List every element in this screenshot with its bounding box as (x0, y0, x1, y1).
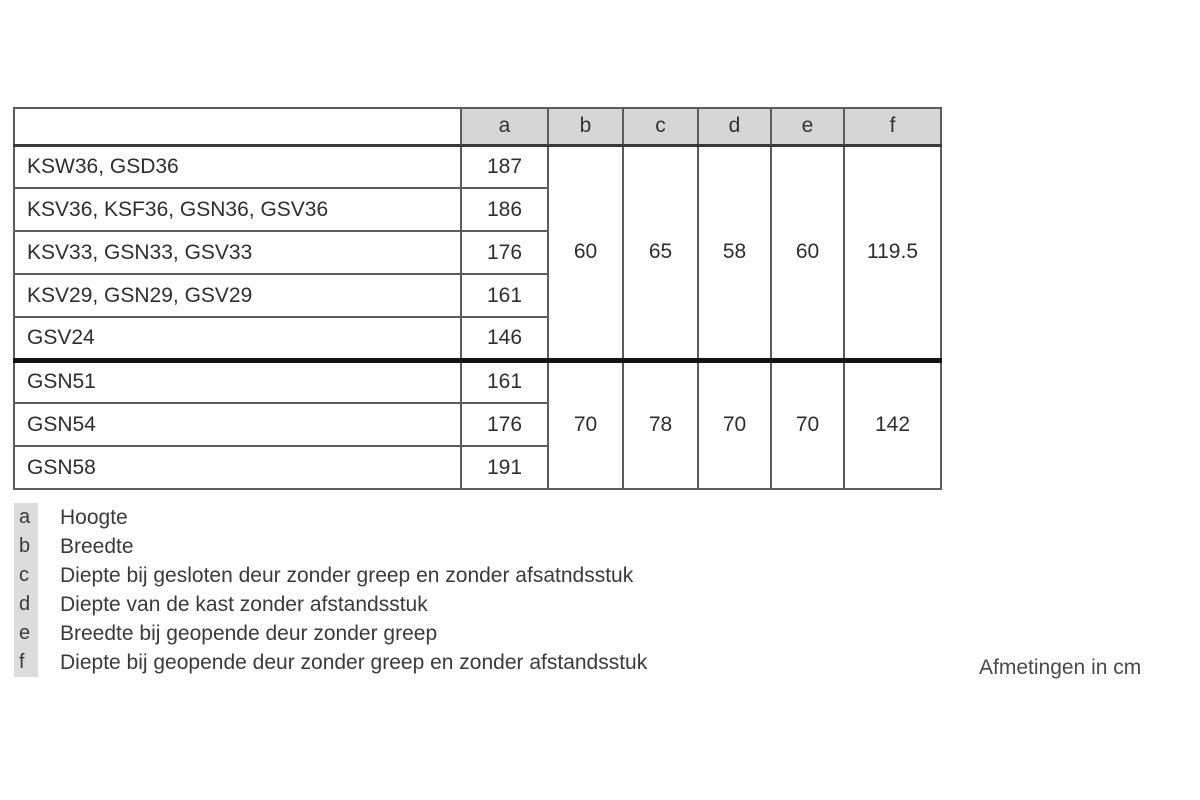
column-header-b: b (548, 108, 623, 145)
dimensions-table (13, 107, 942, 490)
a-value-cell: 186 (461, 188, 548, 231)
legend-label: Hoogte (60, 506, 128, 529)
shared-b-cell: 70 (548, 360, 623, 489)
dimensions-table-wrap (13, 107, 942, 490)
shared-c-cell: 78 (623, 360, 698, 489)
a-value-cell: 191 (461, 446, 548, 489)
table-row (14, 145, 941, 188)
column-header-f: f (844, 108, 941, 145)
shared-b-cell: 60 (548, 145, 623, 360)
a-value-cell: 161 (461, 274, 548, 317)
model-cell: GSN54 (14, 403, 461, 446)
shared-e-cell: 60 (771, 145, 844, 360)
legend-item (14, 648, 647, 677)
legend-key: d (14, 590, 38, 619)
legend-key: c (14, 561, 38, 590)
legend-key: a (14, 503, 38, 532)
model-cell: GSN58 (14, 446, 461, 489)
legend-item (14, 532, 647, 561)
legend-item (14, 503, 647, 532)
a-value-cell: 146 (461, 317, 548, 360)
units-note: Afmetingen in cm (979, 656, 1142, 679)
table-header-row (14, 108, 941, 145)
legend (14, 503, 647, 677)
legend-label: Diepte bij geopende deur zonder greep en zonder afstandsstuk (60, 651, 648, 674)
legend-key: e (14, 619, 38, 648)
model-cell: GSN51 (14, 360, 461, 403)
model-cell: KSV29, GSN29, GSV29 (14, 274, 461, 317)
legend-label: Diepte bij gesloten deur zonder greep en zonder afsatndsstuk (60, 564, 634, 587)
shared-e-cell: 70 (771, 360, 844, 489)
column-header-c: c (623, 108, 698, 145)
a-value-cell: 176 (461, 231, 548, 274)
column-header-a: a (461, 108, 548, 145)
model-cell: KSV36, KSF36, GSN36, GSV36 (14, 188, 461, 231)
a-value-cell: 161 (461, 360, 548, 403)
legend-label: Breedte bij geopende deur zonder greep (60, 622, 438, 645)
legend-item (14, 561, 647, 590)
column-header-e: e (771, 108, 844, 145)
model-cell: KSV33, GSN33, GSV33 (14, 231, 461, 274)
legend-item (14, 619, 647, 648)
column-header-d: d (698, 108, 771, 145)
legend-label: Diepte van de kast zonder afstandsstuk (60, 593, 428, 616)
shared-d-cell: 70 (698, 360, 771, 489)
shared-d-cell: 58 (698, 145, 771, 360)
table-row (14, 360, 941, 403)
a-value-cell: 187 (461, 145, 548, 188)
legend-label: Breedte (60, 535, 134, 558)
legend-key: b (14, 532, 38, 561)
a-value-cell: 176 (461, 403, 548, 446)
header-blank-cell (14, 108, 461, 145)
legend-key: f (14, 648, 38, 677)
model-cell: GSV24 (14, 317, 461, 360)
shared-c-cell: 65 (623, 145, 698, 360)
model-cell: KSW36, GSD36 (14, 145, 461, 188)
shared-f-cell: 142 (844, 360, 941, 489)
legend-item (14, 590, 647, 619)
shared-f-cell: 119.5 (844, 145, 941, 360)
